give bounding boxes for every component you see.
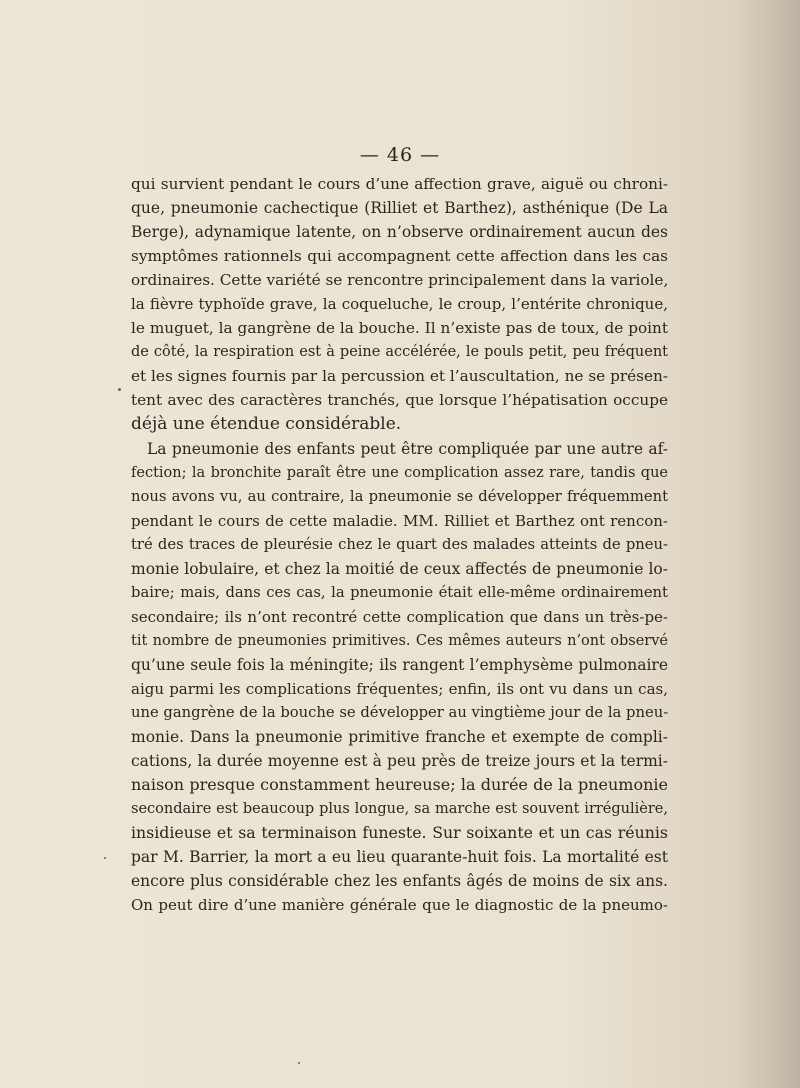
text-line: ordinaires. Cette variété se rencontre principalement dans la variole, bbox=[131, 271, 668, 290]
text-line: baire; mais, dans ces cas, la pneumonie était elle-même ordinairement bbox=[131, 583, 668, 601]
text-line: une gangrène de la bouche se développer au vingtième jour de la pneu- bbox=[131, 704, 668, 722]
text-line: monie lobulaire, et chez la moitié de ceux affectés de pneumonie lo- bbox=[131, 559, 668, 578]
text-line: fection; la bronchite paraît être une complication assez rare, tandis que bbox=[131, 464, 668, 481]
paper-speck bbox=[298, 1062, 300, 1064]
text-line: le muguet, la gangrène de la bouche. Il n’existe pas de toux, de point bbox=[131, 319, 668, 338]
text-line: la fièvre typhoïde grave, la coqueluche, le croup, l’entérite chronique, bbox=[131, 295, 668, 314]
text-line: cations, la durée moyenne est à peu près de treize jours et la termi- bbox=[131, 752, 668, 771]
text-line: tré des traces de pleurésie chez le quart des malades atteints de pneu- bbox=[131, 535, 668, 553]
text-line: insidieuse et sa terminaison funeste. Sur soixante et un cas réunis bbox=[131, 823, 668, 843]
text-line: tent avec des caractères tranchés, que lorsque l’hépatisation occupe bbox=[131, 391, 668, 410]
text-line: encore plus considérable chez les enfants âgés de moins de six ans. bbox=[131, 872, 668, 891]
text-line: aigu parmi les complications fréquentes; enfin, ils ont vu dans un cas, bbox=[131, 679, 668, 698]
text-line: Berge), adynamique latente, on n’observe ordinairement aucun des bbox=[131, 223, 668, 242]
paragraph-end-line: déjà une étendue considérable. bbox=[131, 414, 402, 435]
text-line: tit nombre de pneumonies primitives. Ces mêmes auteurs n’ont observé bbox=[131, 632, 668, 649]
text-line: monie. Dans la pneumonie primitive franche et exempte de compli- bbox=[131, 728, 668, 747]
text-line: symptômes rationnels qui accompagnent cette affection dans les cas bbox=[131, 247, 668, 266]
text-line: qui survient pendant le cours d’une affection grave, aiguë ou chroni- bbox=[131, 175, 668, 193]
paragraph-start-line: La pneumonie des enfants peut être compliquée par une autre af- bbox=[147, 439, 668, 458]
text-line: et les signes fournis par la percussion et l’auscultation, ne se présen- bbox=[131, 367, 668, 386]
text-line: que, pneumonie cachectique (Rilliet et Barthez), asthénique (De La bbox=[131, 199, 668, 218]
text-line: On peut dire d’une manière générale que le diagnostic de la pneumo- bbox=[131, 896, 668, 915]
text-line: pendant le cours de cette maladie. MM. Rilliet et Barthez ont rencon- bbox=[131, 511, 668, 530]
text-line: naison presque constamment heureuse; la durée de la pneumonie bbox=[131, 775, 668, 795]
paper-speck bbox=[118, 388, 121, 391]
page-number: — 46 — bbox=[359, 144, 441, 166]
text-line: secondaire est beaucoup plus longue, sa marche est souvent irrégulière, bbox=[131, 801, 668, 818]
text-line: nous avons vu, au contraire, la pneumonie se développer fréquemment bbox=[131, 487, 668, 505]
text-line: qu’une seule fois la méningite; ils rangent l’emphysème pulmonaire bbox=[131, 655, 668, 674]
text-line: par M. Barrier, la mort a eu lieu quarante-huit fois. La mortalité est bbox=[131, 848, 668, 867]
paper-speck bbox=[104, 857, 106, 859]
text-line: secondaire; ils n’ont recontré cette complication que dans un très-pe- bbox=[131, 607, 668, 626]
text-line: de côté, la respiration est à peine accélérée, le pouls petit, peu fréquent bbox=[131, 344, 668, 361]
body-text bbox=[131, 172, 668, 917]
